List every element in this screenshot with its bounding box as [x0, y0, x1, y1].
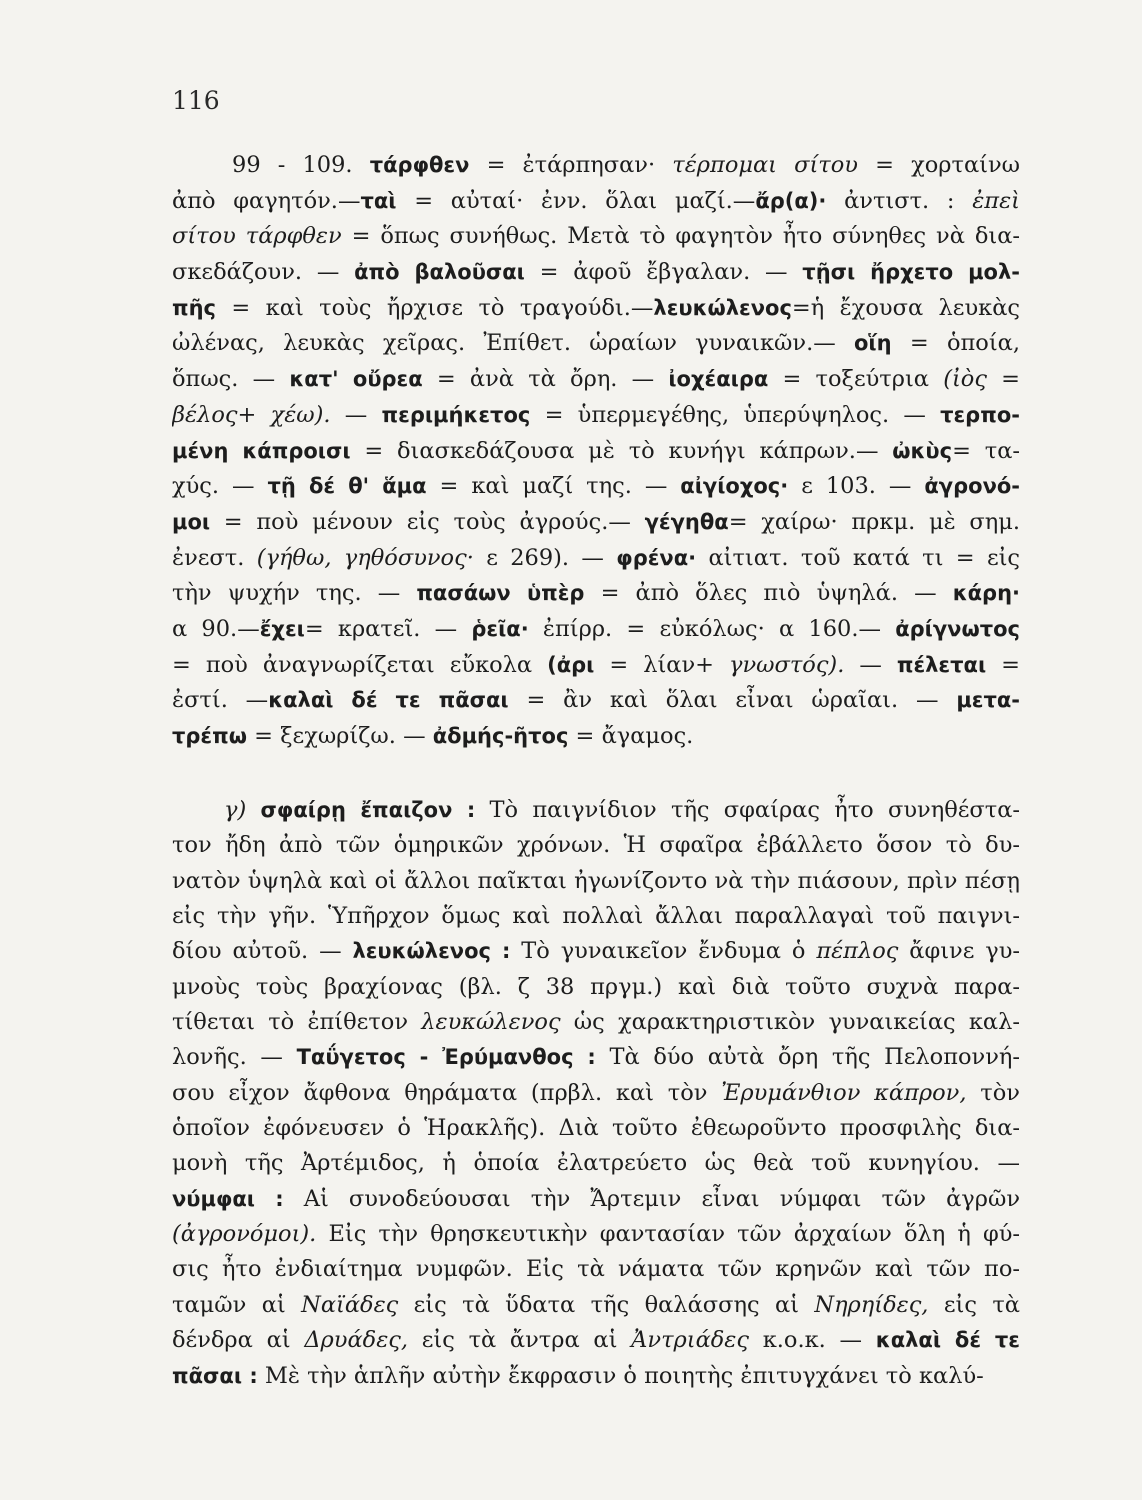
text-run: ὅπως. — — [172, 366, 290, 393]
text-run: ὁποῖον ἐφόνευσεν ὁ Ἡρακλῆς). Διὰ τοῦτο ἐθεωροῦντο προσφιλὴς δια- — [172, 1115, 1020, 1142]
text-run: σου εἶχον ἄφθονα θηράματα (πρβλ. καὶ τὸν — [172, 1079, 722, 1106]
text-run: σκεδάζουν. — — [172, 259, 355, 286]
text-run: ἀπὸ φαγητόν.— — [172, 187, 361, 214]
text-line — [172, 1217, 1020, 1252]
text-run: ε 103. — — [788, 473, 925, 500]
text-run: = ὅπως συνήθως. Μετὰ τὸ φαγητὸν ἦτο σύνηθες νὰ δια- — [341, 223, 1020, 250]
headword: κάρη· — [952, 581, 1020, 606]
text-run — [246, 797, 260, 823]
headword: Ταΰγετος - Ἐρύμανθος : — [296, 1045, 596, 1070]
text-run: — — [330, 401, 382, 428]
text-line — [172, 1323, 1020, 1358]
headword: μοι — [172, 509, 211, 534]
text-line — [172, 683, 1020, 719]
text-run: σις ἦτο ἐνδιαίτημα νυμφῶν. Εἰς τὰ νάματα τῶν κρηνῶν καὶ τῶν πο- — [172, 1256, 1020, 1283]
text-run: = ὑπερμεγέθης, ὑπερύψηλος. — — [530, 401, 941, 428]
text-run: ὠλένας, λευκὰς χεῖρας. Ἐπίθετ. ὡραίων γυναικῶν.— — [172, 330, 854, 357]
text-run: Τὸ γυναικεῖον ἔνδυμα ὁ — [510, 938, 817, 965]
headword: τῇσι ἤρχετο μολ- — [802, 260, 1020, 285]
italic-term: λευκώλενος — [421, 1009, 561, 1036]
text-run: = ἄγαμος. — [568, 723, 694, 749]
text-run: = ποὺ μένουν εἰς τοὺς ἀγρούς.— — [210, 508, 645, 535]
text-run: = τα- — [952, 437, 1020, 464]
text-line — [172, 612, 1020, 648]
headword: τάρφθεν — [369, 153, 470, 177]
text-run: τὸν — [966, 1079, 1020, 1106]
text-run: ἀντιστ. : — [826, 187, 973, 214]
text-line — [172, 1005, 1020, 1040]
text-line — [172, 505, 1020, 541]
headword: πέλεται — [896, 652, 987, 677]
text-line — [172, 648, 1020, 684]
italic-term: (ἀγρονόμοι). — [172, 1221, 317, 1248]
headword: (ἀρι — [547, 652, 595, 677]
headword: τῇ δέ θ' ἅμα — [267, 474, 427, 499]
headword: τερπο- — [940, 402, 1020, 427]
italic-term: ἐπεὶ — [972, 187, 1020, 214]
text-line — [172, 864, 1020, 899]
text-run: = ἀφοῦ ἔβγαλαν. — — [524, 259, 803, 286]
headword: καλαὶ δέ τε — [875, 1328, 1020, 1353]
text-line — [172, 291, 1020, 327]
text-run: = ξεχωρίζω. — — [247, 723, 433, 749]
text-line — [172, 434, 1020, 470]
text-run: τὴν ψυχήν της. — — [172, 580, 417, 607]
headword: ὠκὺς — [892, 438, 953, 463]
text-run: αἰτιατ. τοῦ κατά τι = εἰς — [696, 544, 1020, 571]
headword: ἔχει — [259, 616, 305, 641]
text-run: = ὁποία, — [891, 330, 1020, 357]
text-run: μνοὺς τοὺς βραχίονας (βλ. ζ 38 πργμ.) καὶ διὰ τοῦτο συχνὰ παρα- — [172, 973, 1020, 1000]
text-run: εἰς τὰ ὕδατα τῆς θαλάσσης αἱ — [398, 1291, 815, 1318]
text-line — [172, 1252, 1020, 1287]
text-run: τίθεται τὸ ἐπίθετον — [172, 1009, 422, 1036]
italic-term: (ἰὸς = — [943, 366, 1020, 393]
text-line — [172, 1111, 1020, 1146]
headword: φρένα· — [616, 545, 697, 570]
headword: οἵη — [854, 331, 892, 356]
headword: καλαὶ δέ τε πᾶσαι — [268, 688, 509, 713]
headword: ταὶ — [360, 188, 397, 213]
text-line — [172, 719, 1020, 755]
headword: ἰοχέαιρα — [668, 367, 769, 392]
text-line — [172, 541, 1020, 577]
text-run: δένδρα αἱ — [172, 1327, 305, 1354]
text-line — [172, 1040, 1020, 1075]
headword: μετα- — [956, 688, 1020, 713]
headword: κατ' οὔρεα — [289, 367, 423, 392]
text-run: 99 - 109. — [232, 152, 370, 178]
text-run: δίου αὐτοῦ. — — [172, 938, 353, 965]
text-run: Μὲ τὴν ἁπλῆν αὐτὴν ἔκφρασιν ὁ ποιητὴς ἐπιτυγχάνει τὸ καλύ- — [257, 1362, 984, 1389]
commentary-paragraph-1 — [172, 148, 1020, 755]
text-line — [172, 362, 1020, 398]
text-run: εἰς τὰ — [928, 1291, 1020, 1318]
text-line — [172, 828, 1020, 863]
text-run: =ἡ ἔχουσα λευκὰς — [791, 294, 1020, 321]
italic-term: Νηρηίδες, — [814, 1291, 929, 1318]
text-line — [172, 1359, 1020, 1394]
text-run: Αἱ συνοδεύουσαι τὴν Ἄρτεμιν εἶναι νύμφαι τῶν ἀγρῶν — [283, 1185, 1020, 1212]
text-line — [172, 1076, 1020, 1111]
page-number: 116 — [172, 86, 220, 115]
text-line — [172, 899, 1020, 934]
text-line — [172, 255, 1020, 291]
text-run: ἄφινε γυ- — [898, 938, 1020, 965]
text-run: λονῆς. — — [172, 1044, 297, 1071]
text-line — [172, 1288, 1020, 1323]
italic-term: Ναϊάδες — [301, 1291, 399, 1318]
text-run: = ποὺ ἀναγνωρίζεται εὔκολα — [172, 651, 548, 678]
text-run: τον ἤδη ἀπὸ τῶν ὁμηρικῶν χρόνων. Ἡ σφαῖρα ἐβάλλετο ὅσον τὸ δυ- — [172, 832, 1020, 859]
text-run: = ἂν καὶ ὅλαι εἶναι ὡραῖαι. — — [508, 687, 957, 714]
text-line — [172, 1182, 1020, 1217]
text-run: μονὴ τῆς Ἀρτέμιδος, ἡ ὁποία ἐλατρεύετο ὡς θεὰ τοῦ κυνηγίου. — — [172, 1150, 1020, 1177]
italic-term: γ) — [224, 797, 247, 823]
headword: σφαίρῃ ἔπαιζον : — [260, 798, 476, 822]
text-run: = — [986, 651, 1020, 678]
text-run: ε 269). — — [473, 544, 617, 571]
text-line — [172, 793, 1020, 828]
text-run: κ.ο.κ. — — [748, 1327, 876, 1354]
headword: ἀγρονό- — [924, 474, 1020, 499]
italic-term: Δρυάδες, — [304, 1327, 409, 1354]
text-run: Τὰ δύο αὐτὰ ὄρη τῆς Πελοποννή- — [595, 1044, 1020, 1071]
text-run: Τὸ παιγνίδιον τῆς σφαίρας ἦτο συνηθέστα- — [475, 797, 1020, 823]
headword: πασάων ὑπὲρ — [416, 581, 585, 606]
text-run: ταμῶν αἱ — [172, 1291, 302, 1318]
headword: πᾶσαι : — [172, 1363, 258, 1388]
text-line — [172, 398, 1020, 434]
text-run: εἰς τὰ ἄντρα αἱ — [408, 1327, 632, 1354]
italic-term: Ἀντριάδες — [631, 1327, 749, 1354]
text-run: = αὐταί· ἐνν. ὅλαι μαζί.— — [396, 187, 756, 214]
italic-term: γνωστός). — [729, 651, 845, 678]
text-line — [172, 576, 1020, 612]
text-run: νατὸν ὑψηλὰ καὶ οἱ ἄλλοι παῖκται ἠγωνίζοντο νὰ τὴν πιάσουν, πρὶν πέσῃ — [172, 867, 1020, 894]
headword: μένη κάπροισι — [172, 438, 351, 463]
italic-term: (γήθω, γηθόσυνος· — [256, 544, 474, 571]
text-run: χύς. — — [172, 473, 268, 500]
text-line — [172, 184, 1020, 220]
headword: ἀδμής-ῆτος — [432, 724, 569, 748]
italic-term: τέρπομαι σίτου — [672, 152, 858, 178]
headword: περιμήκετος — [381, 402, 531, 427]
text-line — [172, 469, 1020, 505]
headword: τρέπω — [172, 724, 247, 748]
italic-term: βέλος+ χέω). — [172, 401, 331, 428]
text-run: ἐπίρρ. = εὐκόλως· α 160.— — [528, 615, 896, 642]
text-run: = ἀνὰ τὰ ὄρη. — — [422, 366, 669, 393]
text-run: Εἰς τὴν θρησκευτικὴν φαντασίαν τῶν ἀρχαίων ὅλη ἡ φύ- — [316, 1221, 1020, 1248]
headword: ἄρ(α)· — [755, 188, 827, 213]
text-run: = διασκεδάζουσα μὲ τὸ κυνήγι κάπρων.— — [350, 437, 893, 464]
text-line — [172, 970, 1020, 1005]
text-run: = ἐτάρπησαν· — [469, 152, 673, 178]
headword: αἰγίοχος· — [680, 474, 789, 499]
text-run: = καὶ μαζί της. — — [426, 473, 681, 500]
text-line — [172, 934, 1020, 969]
headword: πῆς — [172, 295, 217, 320]
headword: ῥεῖα· — [471, 616, 529, 641]
headword: λευκώλενος — [653, 295, 792, 320]
text-run: εἰς τὴν γῆν. Ὑπῆρχον ὅμως καὶ πολλαὶ ἄλλαι παραλλαγαὶ τοῦ παιγνι- — [172, 903, 1020, 930]
italic-term: σίτου τάρφθεν — [172, 223, 342, 250]
text-line — [172, 219, 1020, 255]
text-run: = κρατεῖ. — — [304, 615, 472, 642]
text-run: α 90.— — [172, 615, 260, 642]
text-run: = καὶ τοὺς ἤρχισε τὸ τραγούδι.— — [216, 294, 654, 321]
headword: νύμφαι : — [172, 1186, 284, 1211]
headword: γέγηθα — [644, 509, 729, 534]
text-run: ὡς χαρακτηριστικὸν γυναικείας καλ- — [560, 1009, 1020, 1036]
text-run: ἐνεστ. — [172, 544, 257, 571]
italic-term: Ἐρυμάνθιον κάπρον, — [721, 1079, 967, 1106]
headword: ἀρίγνωτος — [895, 616, 1020, 641]
headword: λευκώλενος : — [352, 939, 511, 964]
text-line — [172, 148, 1020, 184]
text-run: = χαίρω· πρκμ. μὲ σημ. — [728, 508, 1020, 535]
text-run: = τοξεύτρια — [768, 366, 944, 393]
text-run: = ἀπὸ ὅλες πιὸ ὑψηλά. — — [584, 580, 953, 607]
text-run: ἐστί. — — [172, 687, 269, 714]
italic-term: πέπλος — [816, 938, 899, 965]
headword: ἀπὸ βαλοῦσαι — [354, 260, 525, 285]
text-run: = χορταίνω — [857, 152, 1020, 178]
text-line — [172, 326, 1020, 362]
commentary-paragraph-2 — [172, 793, 1020, 1394]
text-run: = λίαν+ — [594, 651, 729, 678]
text-line — [172, 1146, 1020, 1181]
text-run: — — [844, 651, 897, 678]
